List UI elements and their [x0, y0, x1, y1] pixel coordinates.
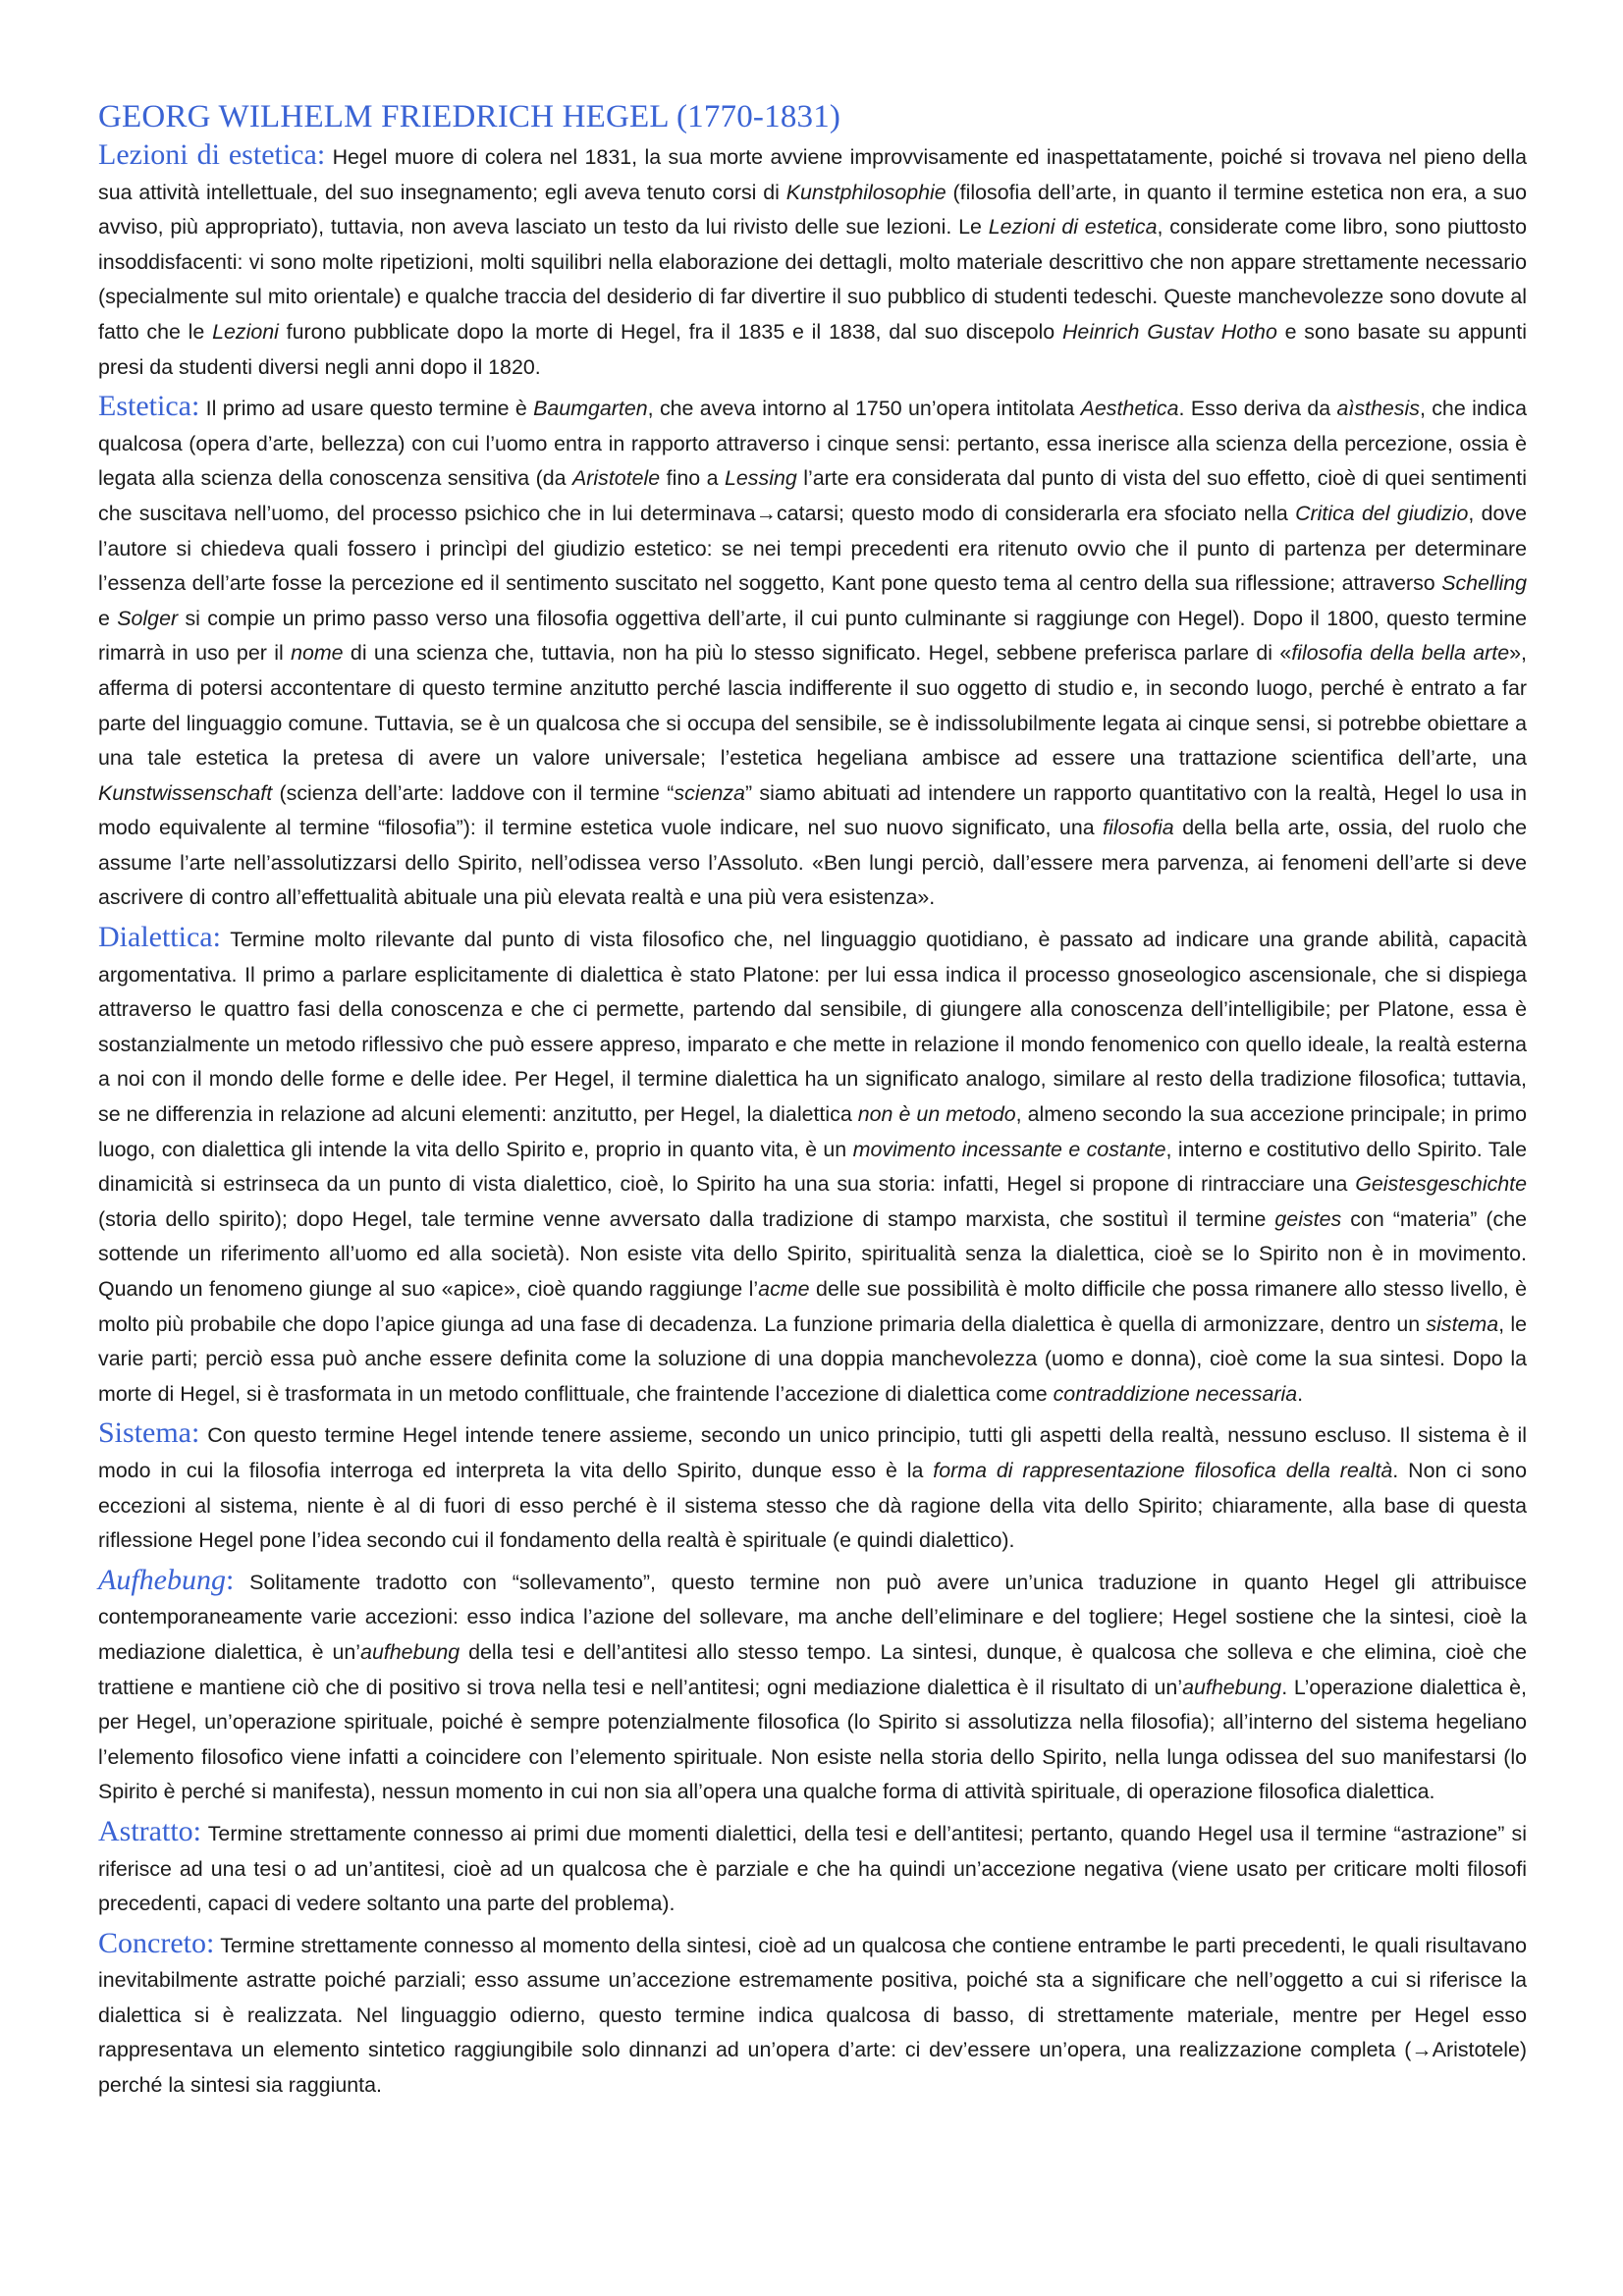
- entry-text-italic: scienza: [674, 780, 745, 805]
- entry-term: [98, 1815, 201, 1847]
- entry-text: Con questo termine Hegel intende tenere assieme, secondo un unico principio, tutti gli aspetti della realtà, nessuno escluso. Il sistema è il modo in cui la filosofia interroga ed interpreta la vita dello Spirito, dunque esso è la: [98, 1423, 1527, 1482]
- glossary-entry-concreto: [98, 1926, 1527, 2104]
- entry-text-italic: Aristotele: [572, 466, 661, 491]
- entry-term-text: Concreto: [98, 1926, 206, 1959]
- document-page: [98, 96, 1527, 2108]
- entry-text-italic: Lezioni: [212, 319, 279, 344]
- glossary-entries: [98, 137, 1527, 2104]
- entry-text: Il primo ad usare questo termine è: [199, 397, 534, 421]
- entry-term-colon: :: [316, 138, 326, 171]
- entry-term-colon: :: [191, 1416, 200, 1450]
- entry-text-italic: Aesthetica: [1080, 397, 1179, 421]
- entry-text: di una scienza che, tuttavia, non ha più lo stesso significato. Hegel, sebbene preferisca parlare di «: [343, 641, 1292, 666]
- entry-text: , le varie parti; perciò essa può anche essere definita come la soluzione di una doppia manchevolezza (uomo e donna), cioè come la sua sintesi. Dopo la morte di Hegel, si è trasformata in un metodo conflittuale, che fraintende l’accezione di dialettica come: [98, 1311, 1527, 1406]
- document-title: GEORG WILHELM FRIEDRICH HEGEL (1770-1831): [98, 99, 841, 134]
- entry-text-italic: geistes: [1274, 1206, 1342, 1231]
- entry-term-text: Aufhebung: [98, 1563, 226, 1596]
- entry-text: della bella arte, ossia, del ruolo che assume l’arte nell’assolutizzarsi dello Spirito, nell’odissea verso l’Assoluto. «Ben lungi perciò, dall’essere mera parvenza, ai fenomeni dell’arte si deve ascrivere di contro all’effettualità abituale una più elevata realtà e una più vera esistenza».: [98, 816, 1527, 910]
- entry-text: , dove l’autore si chiedeva quali fossero i princìpi del giudizio estetico: se nei tempi precedenti era ritenuto ovvio che il punto di partenza per determinare l’essenza dell’arte fosse la percezione ed il sentimento suscitato nel soggetto, Kant pone questo tema al centro della sua riflessione; attraverso: [98, 501, 1527, 596]
- entry-text: , che aveva intorno al 1750 un’opera intitolata: [647, 397, 1081, 421]
- entry-term-colon: :: [190, 390, 200, 423]
- entry-text-italic: movimento incessante e costante: [852, 1137, 1166, 1161]
- entry-term: [98, 138, 325, 171]
- entry-text: , che indica qualcosa (opera d’arte, bellezza) con cui l’uomo entra in rapporto attraverso i cinque sensi: pertanto, essa inerisce alla scienza della percezione, ossia è legata alla scienza della conoscenza sensitiva (da: [98, 397, 1527, 491]
- entry-text-italic: Kunstwissenschaft: [98, 780, 273, 805]
- entry-text: si compie un primo passo verso una filosofia oggettiva dell’arte, il cui punto culminante si raggiunge con Hegel). Dopo il 1800, questo termine rimarrà in uso per il: [98, 606, 1527, 666]
- entry-term: [98, 1927, 214, 1959]
- entry-text: Termine strettamente connesso al momento della sintesi, cioè ad un qualcosa che contiene entrambe le parti precedenti, le quali risultavano inevitabilmente astratte poiché parziali; esso assume un’accezione estremamente positiva, poiché sta a significare che nell’oggetto a cui si riferisce la dialettica si è realizzata. Nel linguaggio odierno, questo termine indica qualcosa di basso, di strettamente materiale, mentre per Hegel esso rappresentava un elemento sintetico raggiungibile solo dinnanzi ad un’opera d’arte: ci dev’essere un’opera, una realizzazione completa (→Aristotele) perché la sintesi sia raggiunta.: [98, 1933, 1527, 2098]
- entry-text: furono pubblicate dopo la morte di Hegel, fra il 1835 e il 1838, dal suo discepolo: [278, 319, 1062, 344]
- entry-text: ” siamo abituati ad intendere un rapporto quantitativo con la realtà, Hegel lo usa in modo equivalente al termine “filosofia”): il termine estetica vuole indicare, nel suo nuovo significato, una: [98, 780, 1527, 840]
- entry-text-italic: sistema: [1426, 1311, 1499, 1336]
- entry-text: Termine strettamente connesso ai primi due momenti dialettici, della tesi e dell’antitesi; pertanto, quando Hegel usa il termine “astrazione” si riferisce ad una tesi o ad un’antitesi, cioè ad un qualcosa che è parziale e che ha quindi un’accezione negativa (viene usato per criticare molti filosofi precedenti, capaci di vedere soltanto una parte del problema).: [98, 1821, 1527, 1916]
- entry-text-italic: aufhebung: [360, 1639, 460, 1664]
- entry-text: e: [98, 606, 118, 630]
- entry-term: [98, 390, 199, 422]
- entry-text-italic: Schelling: [1441, 571, 1527, 596]
- entry-text: Termine molto rilevante dal punto di vista filosofico che, nel linguaggio quotidiano, è passato ad indicare una grande abilità, capacità argomentativa. Il primo a parlare esplicitamente di dialettica è stato Platone: per lui essa indica il processo gnoseologico ascensionale, che si dispiega attraverso le quattro fasi della conoscenza e che ci permette, partendo dal sensibile, di giungere alla conoscenza dell’intelligibile; per Platone, essa è sostanzialmente un metodo riflessivo che può essere appreso, imparato e che mette in relazione il mondo fenomenico con quello ideale, la realtà esterna a noi con il mondo delle forme e delle idee. Per Hegel, il termine dialettica ha un significato analogo, similare al resto della tradizione filosofica; tuttavia, se ne differenzia in relazione ad alcuni elementi: anzitutto, per Hegel, la dialettica: [98, 928, 1527, 1127]
- entry-text-italic: Solger: [117, 606, 179, 630]
- entry-text-italic: Critica del giudizio: [1295, 501, 1469, 525]
- entry-term-text: Astratto: [98, 1814, 193, 1847]
- entry-text-italic: Kunstphilosophie: [785, 180, 947, 204]
- entry-text: , considerate come libro, sono piuttosto insoddisfacenti: vi sono molte ripetizioni, molti squilibri nella elaborazione dei dettagli, molto materiale descrittivo che non appare strettamente necessario (specialmente sul mito orientale) e qualche traccia del desiderio di far divertire il suo pubblico di studenti tedeschi. Queste manchevolezze sono dovute al fatto che le: [98, 215, 1527, 344]
- entry-text: Solitamente tradotto con “sollevamento”, questo termine non può avere un’unica traduzione in quanto Hegel gli attribuisce contemporaneamente varie accezioni: esso indica l’azione del sollevare, ma anche dell’eliminare e del togliere; Hegel sostiene che la sintesi, cioè la mediazione dialettica, è un’: [98, 1570, 1527, 1664]
- entry-text: . L’operazione dialettica è, per Hegel, un’operazione spirituale, poiché è sempre potenzialmente filosofica (lo Spirito si assolutizza nella filosofia); all’interno del sistema hegeliano l’elemento filosofico viene infatti a coincidere con l’elemento spirituale. Non esiste nella storia dello Spirito, nella lunga odissea del suo manifestarsi (lo Spirito è perché si manifesta), nessun momento in cui non sia all’opera una qualche forma di attività spirituale, di operazione filosofica dialettica.: [98, 1675, 1527, 1804]
- entry-text: », afferma di potersi accontentare di questo termine anzitutto perché lascia indifferente il suo oggetto di studio e, in secondo luogo, perché è entrato a far parte del linguaggio comune. Tuttavia, se è un qualcosa che si occupa del sensibile, se è indissolubilmente legata ai cinque sensi, si potrebbe obiettare a una tale estetica la pretesa di avere un valore universale; l’estetica hegeliana ambisce ad essere una trattazione scientifica dell’arte, una: [98, 641, 1527, 771]
- entry-text-italic: Heinrich Gustav Hotho: [1061, 319, 1277, 344]
- entry-text: (storia dello spirito); dopo Hegel, tale termine venne avversato dalla tradizione di stampo marxista, che sostituì il termine: [98, 1206, 1275, 1231]
- entry-text: Hegel muore di colera nel 1831, la sua morte avviene improvvisamente ed inaspettatamente, poiché si trovava nel pieno della sua attività intellettuale, del suo insegnamento; egli aveva tenuto corsi di: [98, 145, 1528, 204]
- entry-text-italic: forma di rappresentazione filosofica della realtà: [933, 1458, 1393, 1482]
- entry-text-italic: acme: [758, 1277, 810, 1301]
- entry-text-italic: Geistesgeschichte: [1355, 1172, 1527, 1197]
- entry-text: e sono basate su appunti presi da studenti diversi negli anni dopo il 1820.: [98, 319, 1527, 379]
- entry-text-italic: aufhebung: [1182, 1675, 1282, 1699]
- entry-text-italic: non è un metodo: [857, 1102, 1016, 1127]
- entry-term-text: Estetica: [98, 390, 191, 423]
- entry-text: della tesi e dell’antitesi allo stesso tempo. La sintesi, dunque, è qualcosa che solleva e che elimina, cioè che trattiene e mantiene ciò che di positivo si trova nella tesi e nell’antitesi; ogni mediazione dialettica è il risultato di un’: [98, 1639, 1527, 1699]
- entry-text-italic: contraddizione necessaria: [1053, 1381, 1298, 1406]
- entry-text: delle sue possibilità è molto difficile che possa rimanere allo stesso livello, è molto più probabile che dopo l’apice giunga ad una fase di decadenza. La funzione primaria della dialettica è quella di armonizzare, dentro un: [98, 1277, 1527, 1336]
- glossary-entry-dialettica: [98, 920, 1527, 1412]
- glossary-entry-estetica: [98, 389, 1527, 916]
- entry-term-colon: :: [192, 1814, 201, 1847]
- entry-text-italic: filosofia: [1103, 816, 1174, 840]
- entry-text: . Non ci sono eccezioni al sistema, niente è al di fuori di esso perché è il sistema stesso che dà ragione della vita dello Spirito; chiaramente, alla base di questa riflessione Hegel pone l’idea secondo cui il fondamento della realtà è spirituale (e quindi dialettico).: [98, 1458, 1527, 1553]
- entry-text-italic: Lessing: [725, 466, 797, 491]
- glossary-entry-aufhebung: [98, 1563, 1527, 1810]
- glossary-entry-astratto: [98, 1814, 1527, 1922]
- entry-term-colon: :: [205, 1926, 215, 1959]
- entry-text: , almeno secondo la sua accezione principale; in primo luogo, con dialettica gli intende la vita dello Spirito e, proprio in quanto vita, è un: [98, 1102, 1527, 1161]
- entry-term-text: Lezioni di estetica: [98, 138, 317, 171]
- entry-text-italic: Lezioni di estetica: [988, 215, 1158, 240]
- entry-term-text: Sistema: [98, 1416, 191, 1450]
- entry-term: [98, 921, 221, 953]
- entry-term-text: Dialettica: [98, 921, 213, 954]
- entry-text: (scienza dell’arte: laddove con il termine “: [272, 780, 675, 805]
- entry-term: [98, 1564, 234, 1596]
- entry-text: , interno e costitutivo dello Spirito. Tale dinamicità si estrinseca da un punto di vista dialettico, cioè, lo Spirito ha una sua storia: infatti, Hegel si propone di rintracciare una: [98, 1137, 1527, 1197]
- entry-text: .: [1297, 1381, 1304, 1406]
- glossary-entry-lezioni-di-estetica: [98, 137, 1527, 385]
- entry-text: l’arte era considerata dal punto di vista del suo effetto, cioè di quei sentimenti che suscitava nell’uomo, del processo psichico che in lui determinava→catarsi; questo modo di considerarla era sfociato nella: [98, 466, 1527, 525]
- entry-text: (filosofia dell’arte, in quanto il termine estetica non era, a suo avviso, più appropriato), tuttavia, non aveva lasciato un testo da lui rivisto delle sue lezioni. Le: [98, 180, 1527, 240]
- entry-text-italic: nome: [291, 641, 344, 666]
- entry-term-colon: :: [212, 921, 221, 954]
- entry-text: con “materia” (che sottende un riferimento all’uomo ed alla società). Non esiste vita dello Spirito, spiritualità senza la dialettica, cioè se lo Spirito non è in movimento. Quando un fenomeno giunge al suo «apice», cioè quando raggiunge l’: [98, 1206, 1527, 1301]
- entry-text-italic: Baumgarten: [533, 397, 648, 421]
- glossary-entry-sistema: [98, 1415, 1527, 1558]
- entry-text-italic: filosofia della bella arte: [1291, 641, 1510, 666]
- entry-text-italic: aìsthesis: [1336, 397, 1420, 421]
- entry-text: fino a: [660, 466, 726, 491]
- entry-text: . Esso deriva da: [1178, 397, 1337, 421]
- entry-term-colon: :: [225, 1563, 235, 1596]
- entry-term: [98, 1416, 199, 1449]
